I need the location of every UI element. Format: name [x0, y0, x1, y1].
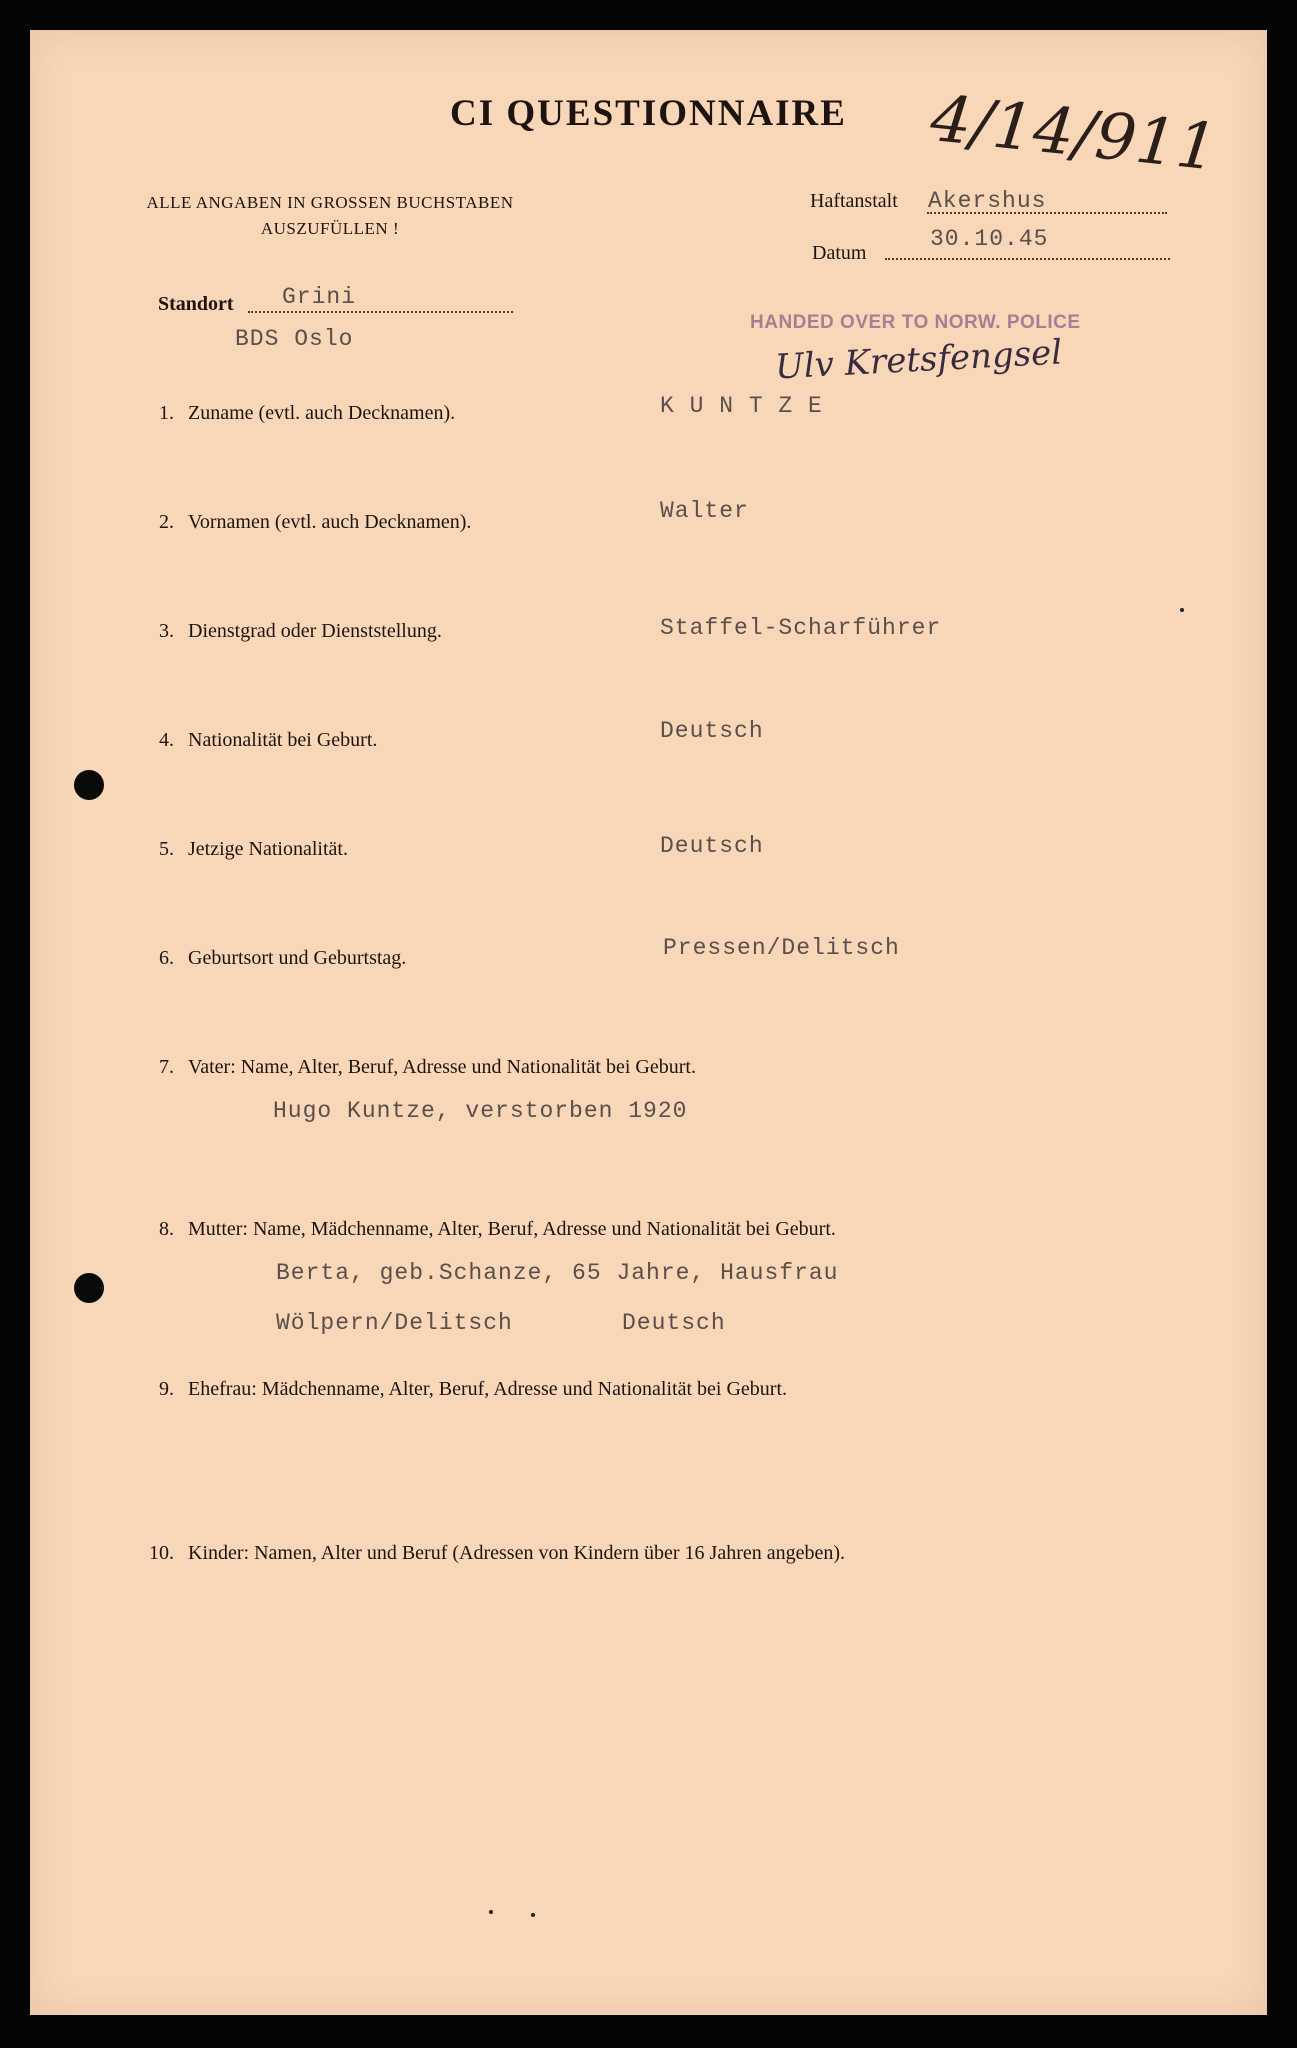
standort-extra: BDS Oslo — [235, 326, 354, 352]
question-8-label: Mutter: Name, Mädchenname, Alter, Beruf, Adresse und Nationalität bei Geburt. — [188, 1218, 836, 1240]
handwritten-signature: Ulv Kretsfengsel — [774, 332, 1064, 388]
answer-3: Staffel-Scharführer — [660, 615, 942, 641]
questionnaire-page — [30, 30, 1267, 2015]
answer-6: Pressen/Delitsch — [663, 935, 900, 961]
question-9-label: Ehefrau: Mädchenname, Alter, Beruf, Adresse und Nationalität bei Geburt. — [188, 1378, 788, 1400]
standort-value: Grini — [282, 284, 357, 310]
answer-7: Hugo Kuntze, verstorben 1920 — [273, 1098, 688, 1124]
datum-label: Datum — [812, 242, 867, 264]
question-2: 2. Vornamen (evtl. auch Decknamen). — [159, 511, 472, 533]
haftanstalt-value: Akershus — [928, 188, 1047, 214]
instructions — [120, 190, 540, 242]
standort-label: Standort — [158, 293, 234, 315]
answer-1: K U N T Z E — [660, 393, 823, 419]
question-5: 5. Jetzige Nationalität. — [159, 838, 348, 860]
question-4-label: Nationalität bei Geburt. — [188, 729, 378, 751]
punch-hole-bottom — [74, 1273, 104, 1303]
question-7-label: Vater: Name, Alter, Beruf, Adresse und Nationalität bei Geburt. — [188, 1056, 696, 1078]
answer-8-line-2a: Wölpern/Delitsch — [276, 1310, 513, 1336]
question-10: 10. Kinder: Namen, Alter und Beruf (Adressen von Kindern über 16 Jahren angeben). — [149, 1542, 846, 1564]
punch-hole-top — [74, 770, 104, 800]
question-6: 6. Geburtsort und Geburtstag. — [159, 947, 407, 969]
handwritten-reference-number: 4/14/911 — [927, 82, 1221, 186]
answer-2: Walter — [660, 498, 749, 524]
question-1-label: Zuname (evtl. auch Decknamen). — [188, 402, 456, 424]
question-7: 7. Vater: Name, Alter, Beruf, Adresse und Nationalität bei Geburt. — [159, 1056, 696, 1078]
question-2-label: Vornamen (evtl. auch Decknamen). — [188, 511, 472, 533]
speck — [531, 1913, 535, 1917]
datum-line — [885, 258, 1170, 260]
instruction-line-1: ALLE ANGABEN IN GROSSEN BUCHSTABEN — [146, 193, 514, 212]
haftanstalt-label: Haftanstalt — [810, 190, 898, 212]
answer-4: Deutsch — [660, 718, 764, 744]
question-6-label: Geburtsort und Geburtstag. — [188, 947, 407, 969]
question-8: 8. Mutter: Name, Mädchenname, Alter, Beruf, Adresse und Nationalität bei Geburt. — [159, 1218, 836, 1240]
question-4: 4. Nationalität bei Geburt. — [159, 729, 378, 751]
handed-over-stamp: HANDED OVER TO NORW. POLICE — [750, 312, 1081, 333]
question-3: 3. Dienstgrad oder Dienststellung. — [159, 620, 442, 642]
question-9: 9. Ehefrau: Mädchenname, Alter, Beruf, Adresse und Nationalität bei Geburt. — [159, 1378, 788, 1400]
question-5-label: Jetzige Nationalität. — [188, 838, 348, 860]
datum-value: 30.10.45 — [930, 226, 1049, 252]
form-title: CI QUESTIONNAIRE — [450, 93, 847, 134]
answer-8-line-2b: Deutsch — [622, 1310, 726, 1336]
question-10-label: Kinder: Namen, Alter und Beruf (Adressen von Kindern über 16 Jahren angeben). — [188, 1542, 846, 1564]
speck — [1180, 608, 1184, 612]
answer-8-line-1: Berta, geb.Schanze, 65 Jahre, Hausfrau — [276, 1260, 839, 1286]
question-3-label: Dienstgrad oder Dienststellung. — [188, 620, 442, 642]
standort-line — [248, 311, 513, 313]
question-1: 1. Zuname (evtl. auch Decknamen). — [159, 402, 456, 424]
instruction-line-2: AUSZUFÜLLEN ! — [260, 219, 400, 238]
speck — [489, 1910, 493, 1914]
answer-5: Deutsch — [660, 833, 764, 859]
